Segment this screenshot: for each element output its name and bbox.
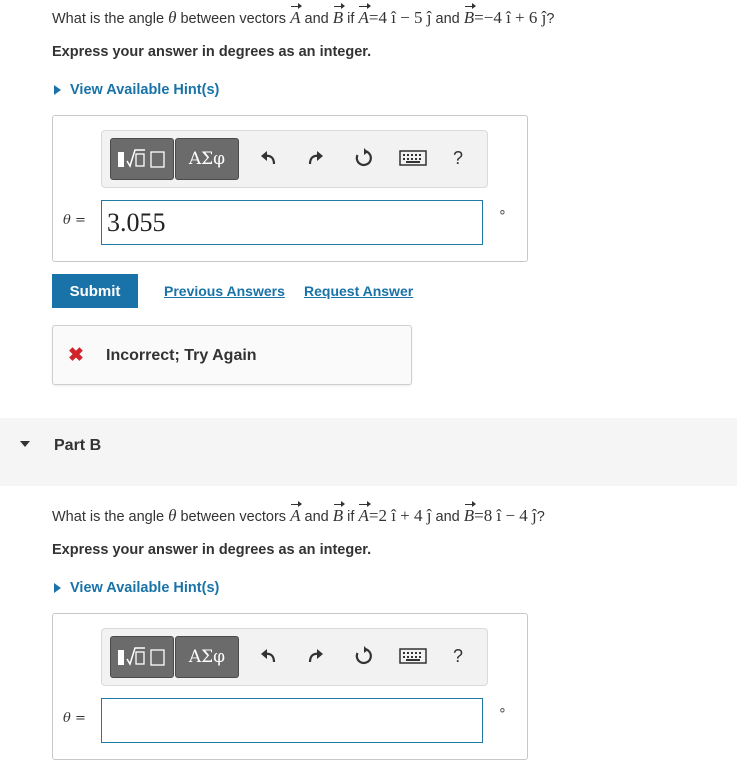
equals-sign: = [368, 506, 379, 525]
theta-input-label: θ = [63, 213, 86, 228]
hint-link[interactable]: View Available Hint(s) [70, 580, 220, 596]
templates-icon [111, 139, 173, 179]
part-b-title: Part B [54, 437, 102, 454]
question-text: if [347, 11, 355, 27]
question-text: between vectors [180, 11, 287, 27]
templates-button[interactable] [110, 636, 174, 678]
vector-b: B [463, 8, 475, 27]
greek-symbols-button[interactable]: ΑΣφ [175, 636, 239, 678]
part-b-instruction: Express your answer in degrees as an integer. [52, 542, 372, 558]
question-text: and [435, 509, 460, 525]
redo-icon[interactable] [304, 644, 328, 668]
question-text: and [304, 11, 329, 27]
undo-icon[interactable] [256, 146, 280, 170]
hint-link[interactable]: View Available Hint(s) [70, 82, 220, 98]
question-text: What is the angle [52, 509, 165, 525]
part-b-header[interactable] [0, 418, 737, 486]
equals-sign: = [474, 8, 484, 27]
error-x-icon: ✖ [68, 345, 84, 366]
undo-icon[interactable] [256, 644, 280, 668]
help-icon[interactable]: ? [452, 645, 463, 666]
redo-icon[interactable] [304, 146, 328, 170]
expand-triangle-icon [54, 583, 61, 593]
part-a-hint-toggle[interactable] [54, 82, 219, 98]
equals-sign: = [368, 8, 379, 27]
vector-a: A [358, 8, 369, 27]
reset-icon[interactable] [352, 644, 376, 668]
theta-symbol: θ [168, 8, 177, 27]
question-text: if [347, 509, 355, 525]
question-text: What is the angle [52, 11, 165, 27]
theta-input-field[interactable] [101, 200, 483, 245]
templates-icon [111, 637, 173, 677]
equals-sign: = [474, 506, 484, 525]
part-a-instruction: Express your answer in degrees as an integer. [52, 44, 372, 60]
submit-button[interactable]: Submit [52, 274, 138, 308]
vector-a: A [290, 8, 301, 27]
collapse-triangle-icon[interactable] [20, 441, 30, 447]
vector-b: B [332, 506, 344, 525]
previous-answers-link[interactable]: Previous Answers [164, 283, 285, 299]
vector-a: A [358, 506, 369, 525]
theta-input-field[interactable] [101, 698, 483, 743]
degree-unit: ∘ [498, 203, 507, 219]
greek-symbols-button[interactable]: ΑΣφ [175, 138, 239, 180]
vector-b: B [332, 8, 344, 27]
part-b-hint-toggle[interactable] [54, 580, 219, 596]
question-mark: ? [536, 509, 545, 525]
degree-unit: ∘ [498, 701, 507, 717]
vector-a-expression: 4 î − 5 ĵ [378, 8, 432, 27]
question-text: between vectors [180, 509, 287, 525]
feedback-text: Incorrect; Try Again [106, 347, 257, 364]
vector-b-expression: −4 î + 6 ĵ [483, 8, 547, 27]
reset-icon[interactable] [352, 146, 376, 170]
vector-a: A [290, 506, 301, 525]
question-text: and [435, 11, 460, 27]
question-text: and [304, 509, 329, 525]
theta-input-label: θ = [63, 711, 86, 726]
keyboard-icon[interactable] [398, 149, 428, 167]
expand-triangle-icon [54, 85, 61, 95]
vector-b-expression: 8 î − 4 ĵ [483, 506, 537, 525]
request-answer-link[interactable]: Request Answer [304, 283, 414, 299]
keyboard-icon[interactable] [398, 647, 428, 665]
part-b-question [52, 506, 545, 526]
templates-button[interactable] [110, 138, 174, 180]
part-a-question [52, 8, 554, 28]
input-value: 3.055 [107, 207, 166, 237]
question-mark: ? [546, 11, 555, 27]
vector-b: B [463, 506, 475, 525]
help-icon[interactable]: ? [452, 147, 463, 168]
vector-a-expression: 2 î + 4 ĵ [378, 506, 432, 525]
theta-symbol: θ [168, 506, 177, 525]
